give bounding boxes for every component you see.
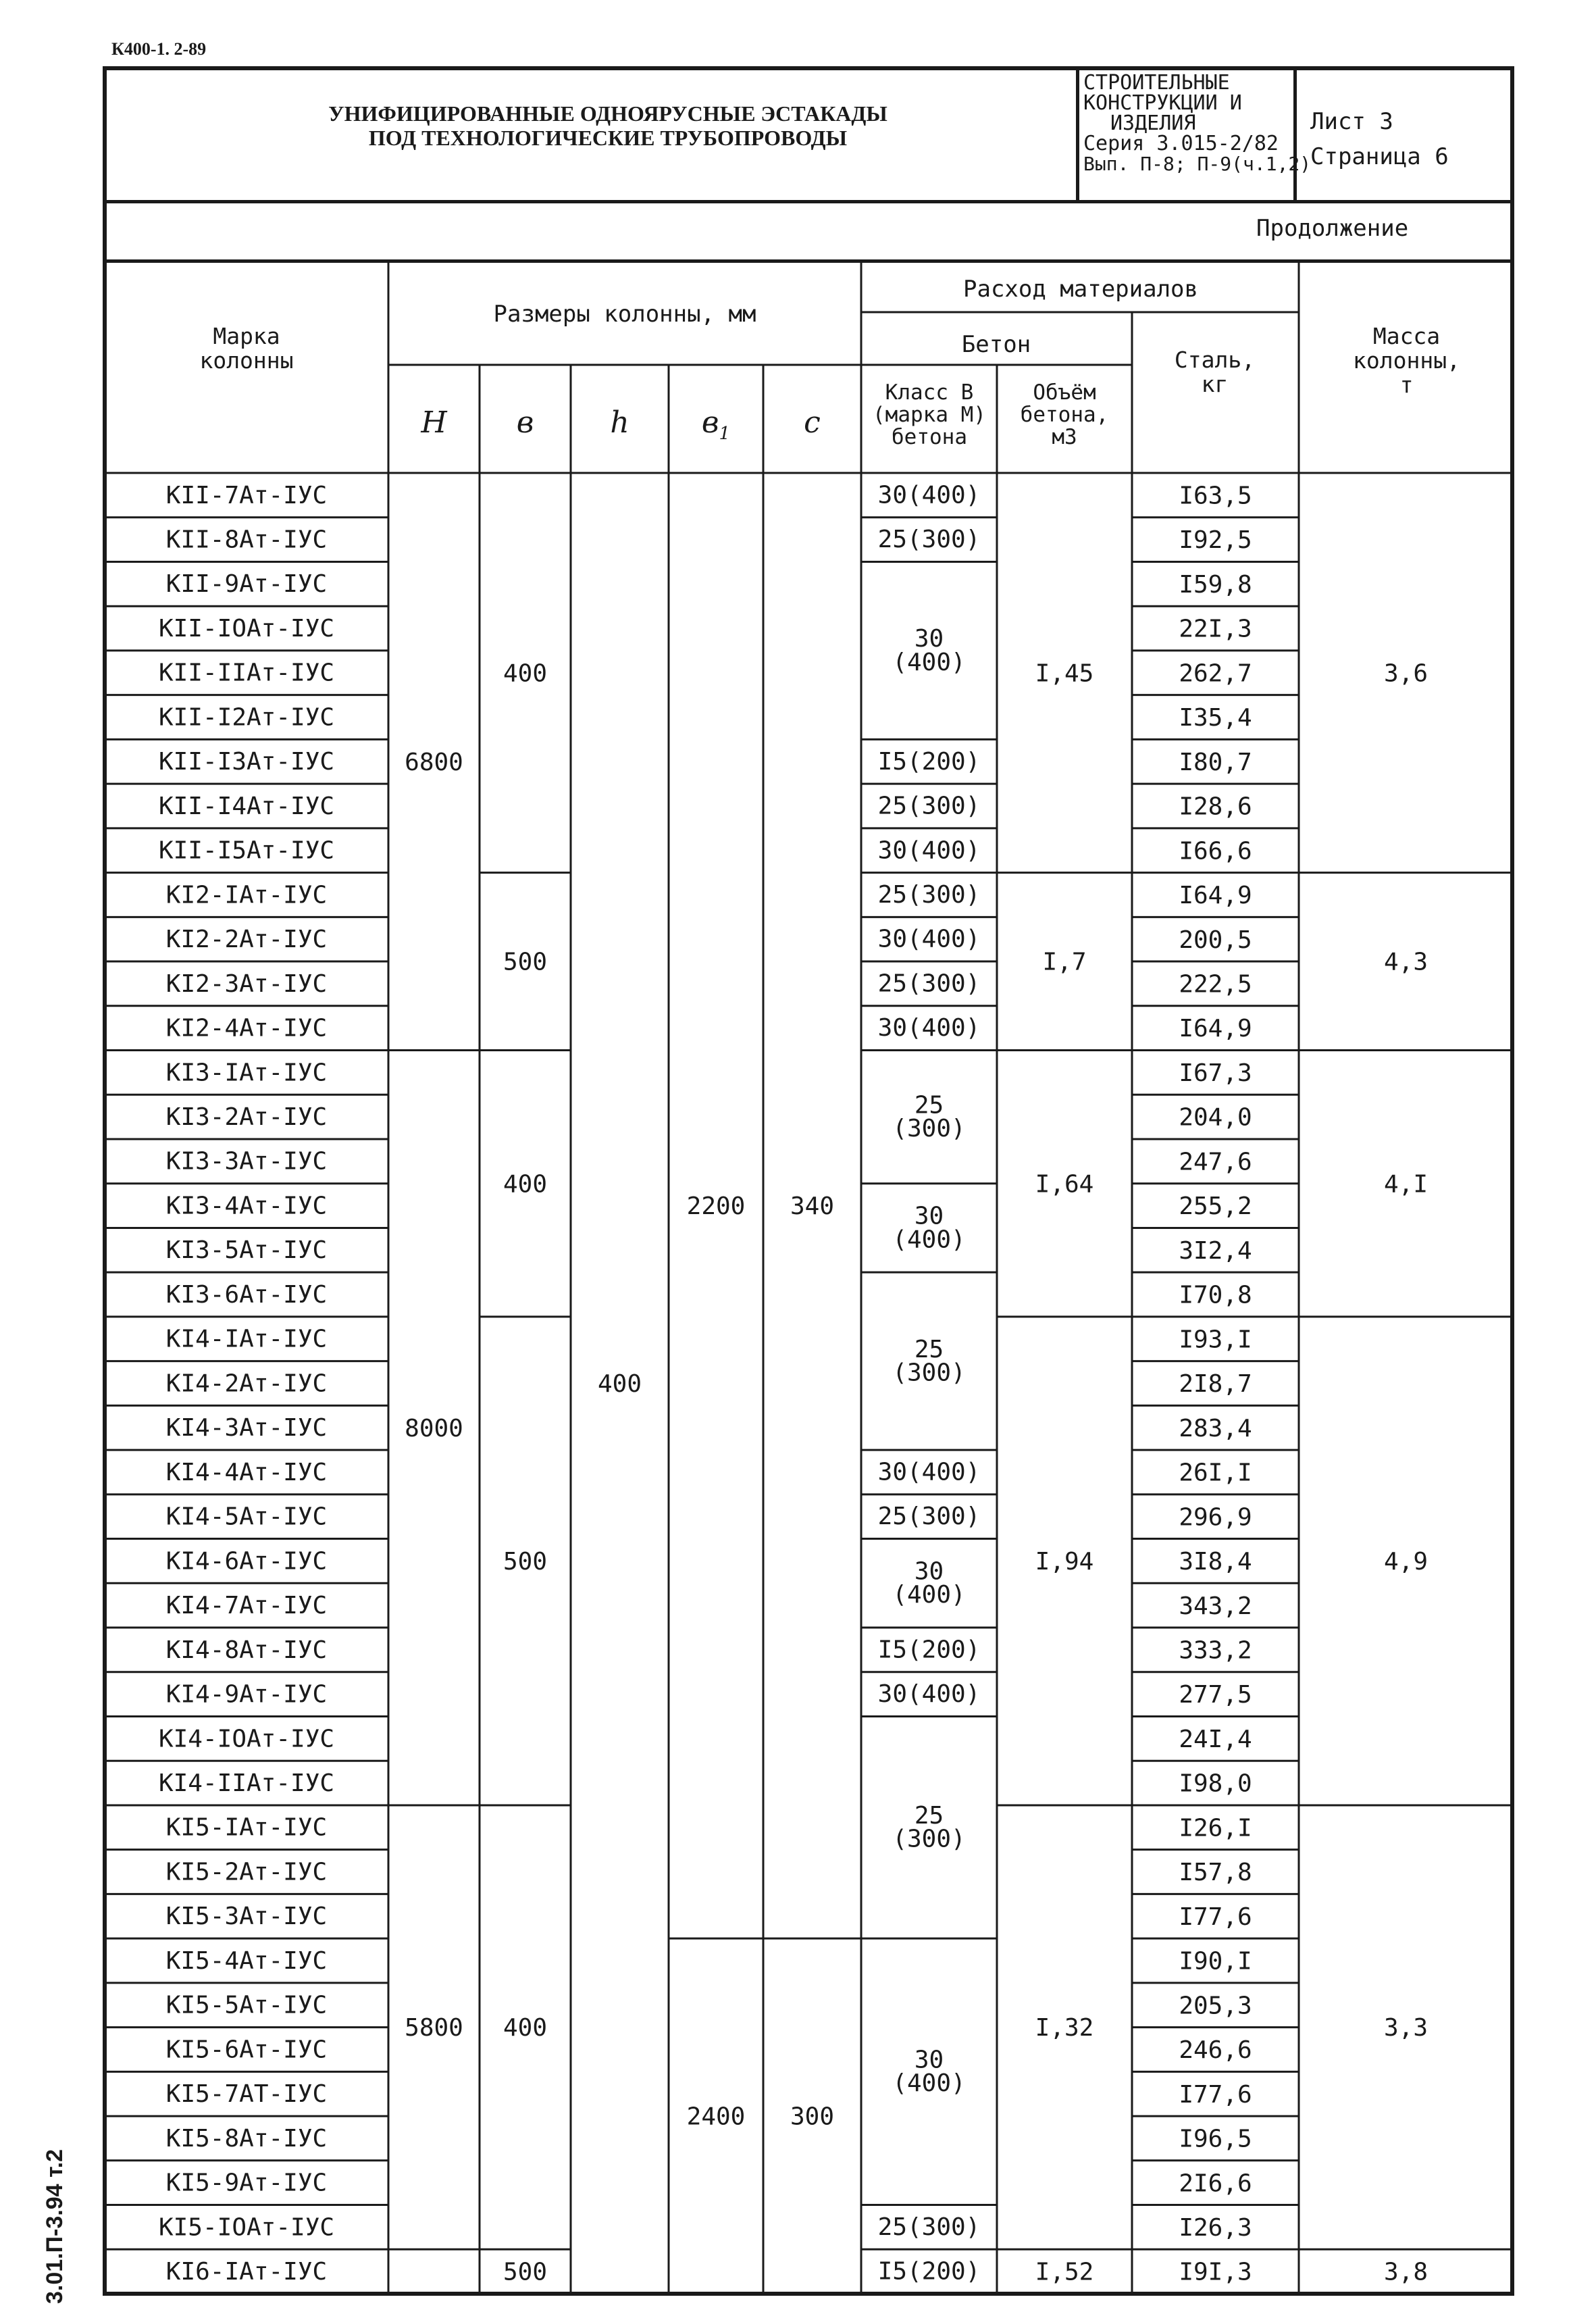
series-line: ИЗДЕЛИЯ — [1110, 111, 1196, 135]
row-steel: I98,0 — [1179, 1769, 1252, 1798]
cell-b1: 2400 — [686, 2103, 746, 2131]
cell-volume: I,52 — [1035, 2258, 1094, 2286]
row-steel: I26,3 — [1179, 2214, 1252, 2242]
header-steel-line: кг — [1201, 371, 1229, 397]
cell-volume: I,32 — [1035, 2014, 1094, 2042]
cell-mass: 4,9 — [1383, 1548, 1428, 1576]
row-steel: 277,5 — [1179, 1681, 1252, 1709]
cell-b: 400 — [503, 1170, 548, 1199]
row-steel: I92,5 — [1179, 526, 1252, 555]
row-steel: I64,9 — [1179, 1015, 1252, 1043]
row-mark: КI4-6Ат-IУС — [165, 1547, 328, 1576]
row-mark: КI4-4Ат-IУС — [165, 1458, 328, 1486]
header-class-line: Класс В — [885, 380, 974, 405]
cell-class: 25(300) — [877, 526, 981, 554]
row-steel: 283,4 — [1179, 1414, 1252, 1442]
row-mark: КI5-4Ат-IУС — [165, 1946, 328, 1975]
header-volume-line: Объём — [1033, 380, 1096, 405]
cell-b: 400 — [503, 2014, 548, 2042]
row-mark: КII-IОАт-IУС — [158, 614, 335, 643]
row-mark: КI2-4Ат-IУС — [165, 1014, 328, 1042]
cell-class: 25(300) — [877, 1503, 981, 1531]
series-line: Вып. П-8; П-9(ч.1,2) — [1083, 153, 1312, 175]
cell-mass: 3,6 — [1383, 659, 1428, 688]
header-steel-line: Сталь, — [1174, 347, 1256, 373]
series-line: КОНСТРУКЦИИ И — [1083, 91, 1242, 115]
row-mark: КI2-IАт-IУС — [165, 881, 328, 909]
row-steel: 296,9 — [1179, 1503, 1252, 1532]
cell-class: (300) — [892, 1359, 966, 1387]
cell-mass: 3,3 — [1383, 2014, 1428, 2042]
row-steel: 205,3 — [1179, 1992, 1252, 2020]
cell-class: 30(400) — [877, 1014, 981, 1042]
row-mark: КI4-9Ат-IУС — [165, 1680, 328, 1709]
row-steel: 343,2 — [1179, 1592, 1252, 1620]
header-materials: Расход материалов — [963, 276, 1198, 303]
cell-class: (400) — [892, 648, 966, 676]
header-class-line: бетона — [892, 425, 967, 449]
row-mark: КI3-5Ат-IУС — [165, 1236, 328, 1265]
row-mark: КII-I4Ат-IУС — [158, 792, 335, 820]
row-steel: 3I2,4 — [1179, 1236, 1252, 1265]
cell-class: 30 — [914, 625, 944, 653]
header-mass-line: Масса — [1372, 323, 1441, 349]
cell-class: 30 — [914, 1202, 944, 1230]
cell-class: (400) — [892, 2069, 966, 2098]
row-steel: 2I6,6 — [1179, 2169, 1252, 2198]
header-volume-line: бетона, — [1020, 403, 1109, 427]
cell-class: 30 — [914, 1557, 944, 1586]
row-steel: I59,8 — [1179, 570, 1252, 599]
row-steel: I67,3 — [1179, 1059, 1252, 1087]
row-mark: КI3-3Ат-IУС — [165, 1147, 328, 1176]
row-steel: I96,5 — [1179, 2125, 1252, 2153]
row-steel: 247,6 — [1179, 1148, 1252, 1176]
header-h: h — [610, 405, 629, 440]
row-mark: КI4-5Ат-IУС — [165, 1503, 328, 1531]
row-steel: 3I8,4 — [1179, 1548, 1252, 1576]
cell-class: 25(300) — [877, 881, 981, 909]
row-mark: КII-I2Ат-IУС — [158, 703, 335, 732]
header-class-line: (марка М) — [873, 403, 986, 427]
cell-volume: I,64 — [1035, 1170, 1094, 1199]
row-mark: КI4-IIАт-IУС — [158, 1769, 335, 1797]
cell-H: 8000 — [405, 1414, 463, 1442]
row-mark: КI5-6Ат-IУС — [165, 2036, 328, 2064]
cell-class: (400) — [892, 1226, 966, 1254]
row-steel: 22I,3 — [1179, 615, 1252, 643]
header-b1-letter: в — [701, 405, 719, 440]
row-mark: КI3-6Ат-IУС — [165, 1280, 328, 1309]
cell-b: 400 — [503, 659, 548, 688]
row-mark: КI5-2Ат-IУС — [165, 1858, 328, 1886]
cell-volume: I,45 — [1035, 659, 1094, 688]
header-concrete: Бетон — [961, 331, 1031, 358]
row-mark: КI5-5Ат-IУС — [165, 1991, 328, 2019]
row-steel: I57,8 — [1179, 1859, 1252, 1887]
cell-class: (300) — [892, 1114, 966, 1142]
cell-b: 500 — [503, 1548, 548, 1576]
page-label: Страница 6 — [1310, 143, 1449, 170]
row-mark: КI3-IАт-IУС — [165, 1059, 328, 1087]
cell-class: 25(300) — [877, 792, 981, 820]
header-dims: Размеры колонны, мм — [493, 301, 756, 328]
cell-class: 25(300) — [877, 970, 981, 998]
row-steel: I26,I — [1179, 1814, 1252, 1842]
cell-b: 500 — [503, 2258, 548, 2286]
row-mark: КII-IIАт-IУС — [158, 659, 335, 687]
row-mark: КI4-2Ат-IУС — [165, 1369, 328, 1398]
cell-class: 25 — [914, 1335, 944, 1363]
cell-class: 30(400) — [877, 1458, 981, 1486]
row-mark: КII-9Ат-IУС — [165, 570, 328, 599]
header-b: в — [516, 405, 534, 440]
row-steel: I93,I — [1179, 1326, 1252, 1354]
header-mark-line: колонны — [199, 347, 294, 374]
header-H: H — [421, 405, 447, 440]
row-steel: 262,7 — [1179, 659, 1252, 688]
row-mark: КI2-2Ат-IУС — [165, 926, 328, 954]
row-mark: КI2-3Ат-IУС — [165, 970, 328, 998]
cell-class: 25 — [914, 1091, 944, 1120]
row-steel: I35,4 — [1179, 704, 1252, 732]
row-steel: 255,2 — [1179, 1192, 1252, 1221]
title-line-1: УНИФИЦИРОВАННЫЕ ОДНОЯРУСНЫЕ ЭСТАКАДЫ — [328, 101, 887, 126]
document-code: К400-1. 2-89 — [111, 39, 207, 59]
series-line: СТРОИТЕЛЬНЫЕ — [1083, 71, 1230, 95]
row-mark: КI3-2Ат-IУС — [165, 1103, 328, 1132]
cell-h: 400 — [597, 1370, 642, 1399]
cell-class: 30(400) — [877, 1680, 981, 1709]
cell-mass: 4,I — [1383, 1170, 1428, 1199]
row-steel: 222,5 — [1179, 970, 1252, 999]
row-mark: КI5-7АТ-IУС — [165, 2080, 328, 2109]
cell-class: I5(200) — [877, 2257, 981, 2286]
row-steel: 200,5 — [1179, 926, 1252, 954]
row-mark: КII-7Ат-IУС — [165, 481, 328, 509]
row-mark: КII-I5Ат-IУС — [158, 836, 335, 865]
row-steel: I9I,3 — [1179, 2258, 1252, 2286]
row-steel: I77,6 — [1179, 1903, 1252, 1931]
header-b1-subscript: 1 — [719, 423, 731, 444]
header-mark-line: Марка — [213, 323, 280, 349]
row-mark: КI5-9Ат-IУС — [165, 2169, 328, 2197]
row-mark: КI6-IАт-IУС — [165, 2258, 328, 2286]
cell-class: 25 — [914, 1802, 944, 1830]
title-line-2: ПОД ТЕХНОЛОГИЧЕСКИЕ ТРУБОПРОВОДЫ — [368, 126, 848, 150]
side-stamp: 3.01.П-3.94 т.2 — [42, 2148, 68, 2304]
cell-H: 6800 — [405, 748, 463, 776]
header-mass-line: т — [1399, 372, 1414, 398]
row-steel: I80,7 — [1179, 748, 1252, 776]
row-steel: 26I,I — [1179, 1459, 1252, 1487]
row-mark: КI5-3Ат-IУС — [165, 1903, 328, 1931]
cell-H: 5800 — [405, 2014, 463, 2042]
continuation-label: Продолжение — [1256, 215, 1409, 242]
row-mark: КI4-3Ат-IУС — [165, 1414, 328, 1442]
row-mark: КI5-IАт-IУС — [165, 1813, 328, 1842]
row-steel: I90,I — [1179, 1947, 1252, 1976]
cell-volume: I,94 — [1035, 1548, 1094, 1576]
row-mark: КI5-IОАт-IУС — [158, 2213, 335, 2242]
row-steel: I70,8 — [1179, 1281, 1252, 1309]
row-steel: 246,6 — [1179, 2036, 1252, 2065]
row-mark: КII-I3Ат-IУС — [158, 748, 335, 776]
row-mark: КI4-7Ат-IУС — [165, 1592, 328, 1620]
row-steel: 204,0 — [1179, 1103, 1252, 1132]
row-mark: КI4-IОАт-IУС — [158, 1725, 335, 1753]
row-mark: КI4-IАт-IУС — [165, 1325, 328, 1353]
cell-c: 340 — [790, 1192, 835, 1221]
row-steel: 2I8,7 — [1179, 1370, 1252, 1399]
row-mark: КI5-8Ат-IУС — [165, 2124, 328, 2153]
row-steel: I66,6 — [1179, 837, 1252, 865]
cell-class: (300) — [892, 1825, 966, 1853]
cell-class: 30(400) — [877, 836, 981, 865]
cell-class: 25(300) — [877, 2213, 981, 2241]
row-mark: КI3-4Ат-IУС — [165, 1192, 328, 1220]
row-mark: КI4-8Ат-IУС — [165, 1636, 328, 1664]
row-mark: КII-8Ат-IУС — [165, 526, 328, 554]
row-steel: I77,6 — [1179, 2080, 1252, 2109]
row-steel: 333,2 — [1179, 1636, 1252, 1665]
cell-class: 30 — [914, 2046, 944, 2074]
header-c: с — [804, 405, 821, 440]
cell-mass: 4,3 — [1383, 948, 1428, 976]
cell-b1: 2200 — [686, 1192, 746, 1221]
cell-class: 30(400) — [877, 481, 981, 509]
cell-class: (400) — [892, 1581, 966, 1609]
sheet-label: Лист 3 — [1310, 108, 1393, 135]
cell-class: 30(400) — [877, 925, 981, 953]
row-steel: I63,5 — [1179, 482, 1252, 510]
row-steel: I64,9 — [1179, 882, 1252, 910]
cell-c: 300 — [790, 2103, 835, 2131]
cell-b: 500 — [503, 948, 548, 976]
cell-class: I5(200) — [877, 1636, 981, 1664]
row-steel: 24I,4 — [1179, 1725, 1252, 1753]
cell-mass: 3,8 — [1383, 2258, 1428, 2286]
series-line: Серия 3.015-2/82 — [1083, 132, 1279, 155]
row-steel: I28,6 — [1179, 793, 1252, 821]
cell-volume: I,7 — [1042, 948, 1087, 976]
header-mass-line: колонны, — [1353, 347, 1460, 374]
header-volume-line: м3 — [1052, 425, 1077, 449]
cell-class: I5(200) — [877, 747, 981, 776]
